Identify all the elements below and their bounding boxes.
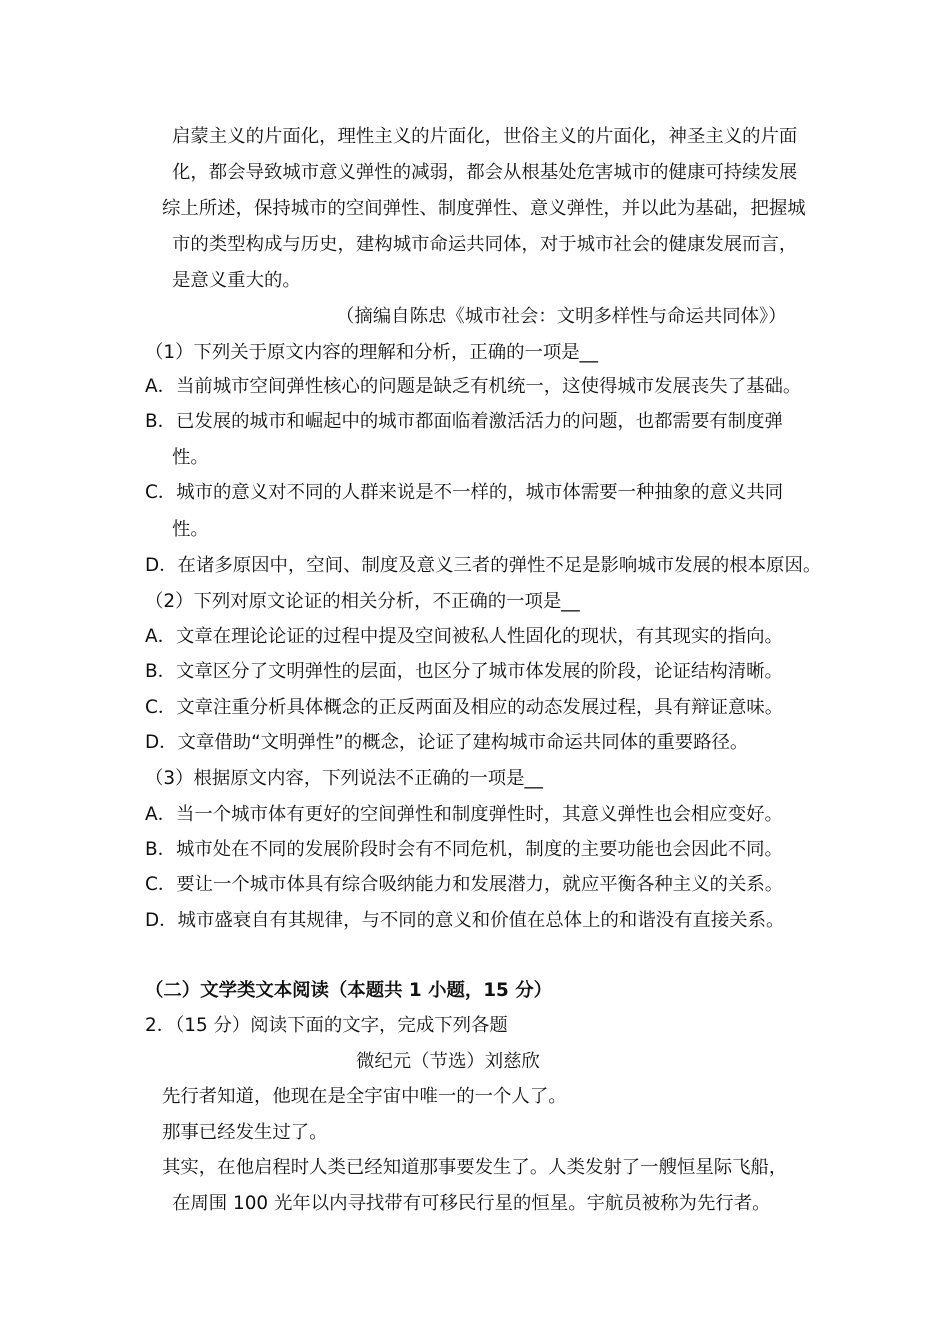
option-c-cont: 性。 — [172, 519, 209, 540]
option-b: B．文章区分了文明弹性的层面，也区分了城市体发展的阶段，论证结构清晰。 — [145, 661, 783, 682]
section-heading: （二）文学类文本阅读（本题共 1 小题，15 分） — [145, 980, 553, 1001]
option-d: D．在诸多原因中，空间、制度及意义三者的弹性不足是影响城市发展的根本原因。 — [145, 555, 822, 576]
passage-line: 启蒙主义的片面化，理性主义的片面化，世俗主义的片面化，神圣主义的片面 — [172, 126, 798, 147]
option-c: C．要让一个城市体具有综合吸纳能力和发展潜力，就应平衡各种主义的关系。 — [145, 874, 784, 895]
attribution: （摘编自陈忠《城市社会：文明多样性与命运共同体》） — [336, 306, 787, 327]
option-a: A．文章在理论论证的过程中提及空间被私人性固化的现状，有其现实的指向。 — [145, 626, 783, 647]
option-a: A．当一个城市体有更好的空间弹性和制度弹性时，其意义弹性也会相应变好。 — [145, 804, 783, 825]
option-d: D．城市盛衰自有其规律，与不同的意义和价值在总体上的和谐没有直接关系。 — [145, 910, 785, 931]
question-stem: （3）根据原文内容，下列说法不正确的一项是__ — [145, 768, 543, 789]
option-c: C．城市的意义对不同的人群来说是不一样的，城市体需要一种抽象的意义共同 — [145, 482, 784, 503]
option-b: B．城市处在不同的发展阶段时会有不同危机，制度的主要功能也会因此不同。 — [145, 839, 783, 860]
option-b-cont: 性。 — [172, 447, 209, 468]
passage-line: 化，都会导致城市意义弹性的减弱，都会从根基处危害城市的健康可持续发展 — [172, 162, 798, 183]
question-stem: （2）下列对原文论证的相关分析，不正确的一项是__ — [145, 591, 580, 612]
story-title: 微纪元（节选）刘慈欣 — [356, 1051, 540, 1072]
story-paragraph: 那事已经发生过了。 — [162, 1122, 328, 1143]
question-2-stem: 2．（15 分）阅读下面的文字，完成下列各题 — [145, 1015, 508, 1036]
story-paragraph: 先行者知道，他现在是全宇宙中唯一的一个人了。 — [162, 1086, 567, 1107]
story-paragraph: 其实，在他启程时人类已经知道那事要发生了。人类发射了一艘恒星际飞船， — [162, 1157, 788, 1178]
option-c: C．文章注重分析具体概念的正反两面及相应的动态发展过程，具有辩证意味。 — [145, 697, 784, 718]
story-paragraph: 在周围 100 光年以内寻找带有可移民行星的恒星。宇航员被称为先行者。 — [172, 1193, 771, 1214]
option-b: B．已发展的城市和崛起中的城市都面临着激活活力的问题，也都需要有制度弹 — [145, 411, 783, 432]
passage-line: 综上所述，保持城市的空间弹性、制度弹性、意义弹性，并以此为基础，把握城 — [162, 198, 806, 219]
passage-line: 市的类型构成与历史，建构城市命运共同体，对于城市社会的健康发展而言， — [172, 234, 798, 255]
passage-line: 是意义重大的。 — [172, 270, 301, 291]
question-stem: （1）下列关于原文内容的理解和分析，正确的一项是__ — [145, 342, 599, 363]
option-d: D．文章借助“文明弹性”的概念，论证了建构城市命运共同体的重要路径。 — [145, 732, 749, 753]
option-a: A．当前城市空间弹性核心的问题是缺乏有机统一，这使得城市发展丧失了基础。 — [145, 376, 802, 397]
